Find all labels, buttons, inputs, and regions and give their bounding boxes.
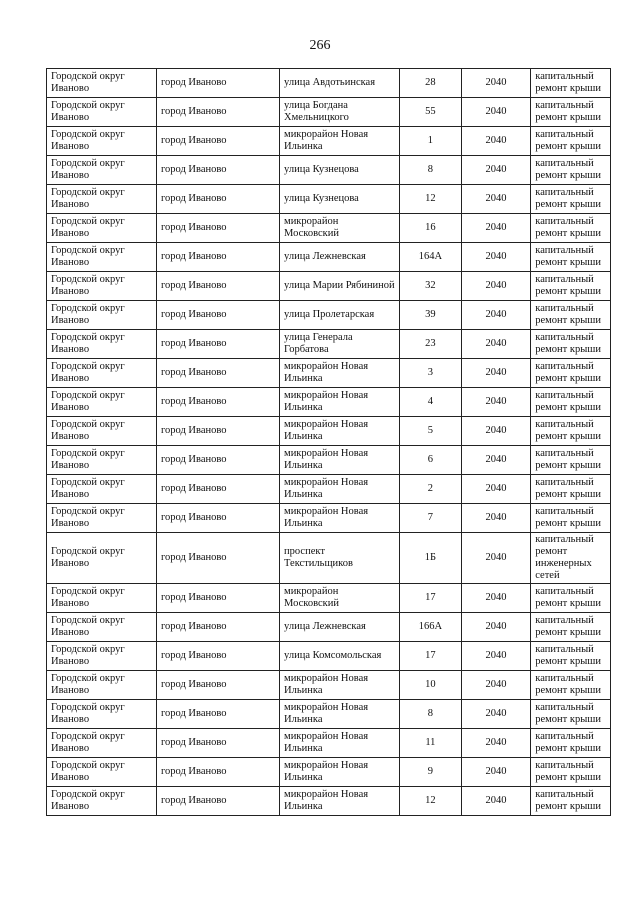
table-row bbox=[47, 272, 611, 301]
work-type-cell: капитальный ремонт инженерных сетей bbox=[531, 533, 611, 584]
city-cell: город Иваново bbox=[156, 301, 279, 330]
house-number-cell: 6 bbox=[400, 446, 462, 475]
table-row bbox=[47, 613, 611, 642]
table-row bbox=[47, 671, 611, 700]
year-cell: 2040 bbox=[461, 446, 531, 475]
street-cell: микрорайон Московский bbox=[280, 214, 400, 243]
work-type-cell: капитальный ремонт крыши bbox=[531, 758, 611, 787]
street-cell: микрорайон Новая Ильинка bbox=[280, 417, 400, 446]
year-cell: 2040 bbox=[461, 214, 531, 243]
city-cell: город Иваново bbox=[156, 584, 279, 613]
district-cell: Городской округ Иваново bbox=[47, 504, 157, 533]
table-row bbox=[47, 214, 611, 243]
street-cell: микрорайон Новая Ильинка bbox=[280, 758, 400, 787]
street-cell: микрорайон Новая Ильинка bbox=[280, 446, 400, 475]
house-number-cell: 2 bbox=[400, 475, 462, 504]
work-type-cell: капитальный ремонт крыши bbox=[531, 272, 611, 301]
district-cell: Городской округ Иваново bbox=[47, 272, 157, 301]
year-cell: 2040 bbox=[461, 533, 531, 584]
house-number-cell: 23 bbox=[400, 330, 462, 359]
table-row bbox=[47, 417, 611, 446]
city-cell: город Иваново bbox=[156, 98, 279, 127]
street-cell: микрорайон Новая Ильинка bbox=[280, 388, 400, 417]
street-cell: микрорайон Новая Ильинка bbox=[280, 671, 400, 700]
house-number-cell: 55 bbox=[400, 98, 462, 127]
year-cell: 2040 bbox=[461, 584, 531, 613]
year-cell: 2040 bbox=[461, 613, 531, 642]
year-cell: 2040 bbox=[461, 272, 531, 301]
street-cell: улица Авдотьинская bbox=[280, 69, 400, 98]
district-cell: Городской округ Иваново bbox=[47, 388, 157, 417]
city-cell: город Иваново bbox=[156, 417, 279, 446]
city-cell: город Иваново bbox=[156, 613, 279, 642]
street-cell: микрорайон Новая Ильинка bbox=[280, 475, 400, 504]
house-number-cell: 28 bbox=[400, 69, 462, 98]
city-cell: город Иваново bbox=[156, 787, 279, 816]
work-type-cell: капитальный ремонт крыши bbox=[531, 613, 611, 642]
district-cell: Городской округ Иваново bbox=[47, 533, 157, 584]
house-number-cell: 1Б bbox=[400, 533, 462, 584]
year-cell: 2040 bbox=[461, 243, 531, 272]
street-cell: микрорайон Новая Ильинка bbox=[280, 127, 400, 156]
city-cell: город Иваново bbox=[156, 758, 279, 787]
year-cell: 2040 bbox=[461, 330, 531, 359]
district-cell: Городской округ Иваново bbox=[47, 787, 157, 816]
table-row bbox=[47, 185, 611, 214]
district-cell: Городской округ Иваново bbox=[47, 214, 157, 243]
district-cell: Городской округ Иваново bbox=[47, 301, 157, 330]
street-cell: улица Кузнецова bbox=[280, 156, 400, 185]
district-cell: Городской округ Иваново bbox=[47, 127, 157, 156]
city-cell: город Иваново bbox=[156, 359, 279, 388]
house-number-cell: 4 bbox=[400, 388, 462, 417]
year-cell: 2040 bbox=[461, 504, 531, 533]
work-type-cell: капитальный ремонт крыши bbox=[531, 475, 611, 504]
street-cell: микрорайон Новая Ильинка bbox=[280, 787, 400, 816]
table-row bbox=[47, 504, 611, 533]
work-type-cell: капитальный ремонт крыши bbox=[531, 243, 611, 272]
street-cell: проспект Текстильщиков bbox=[280, 533, 400, 584]
house-number-cell: 166А bbox=[400, 613, 462, 642]
table-row bbox=[47, 330, 611, 359]
work-type-cell: капитальный ремонт крыши bbox=[531, 69, 611, 98]
table-row bbox=[47, 642, 611, 671]
district-cell: Городской округ Иваново bbox=[47, 417, 157, 446]
house-number-cell: 10 bbox=[400, 671, 462, 700]
year-cell: 2040 bbox=[461, 301, 531, 330]
house-number-cell: 32 bbox=[400, 272, 462, 301]
work-type-cell: капитальный ремонт крыши bbox=[531, 301, 611, 330]
street-cell: микрорайон Новая Ильинка bbox=[280, 504, 400, 533]
city-cell: город Иваново bbox=[156, 446, 279, 475]
year-cell: 2040 bbox=[461, 642, 531, 671]
street-cell: улица Кузнецова bbox=[280, 185, 400, 214]
house-number-cell: 16 bbox=[400, 214, 462, 243]
house-number-cell: 12 bbox=[400, 787, 462, 816]
city-cell: город Иваново bbox=[156, 69, 279, 98]
city-cell: город Иваново bbox=[156, 156, 279, 185]
work-type-cell: капитальный ремонт крыши bbox=[531, 642, 611, 671]
table-row bbox=[47, 787, 611, 816]
street-cell: микрорайон Новая Ильинка bbox=[280, 359, 400, 388]
year-cell: 2040 bbox=[461, 127, 531, 156]
house-number-cell: 39 bbox=[400, 301, 462, 330]
city-cell: город Иваново bbox=[156, 700, 279, 729]
house-number-cell: 3 bbox=[400, 359, 462, 388]
house-number-cell: 8 bbox=[400, 156, 462, 185]
house-number-cell: 12 bbox=[400, 185, 462, 214]
city-cell: город Иваново bbox=[156, 729, 279, 758]
city-cell: город Иваново bbox=[156, 243, 279, 272]
year-cell: 2040 bbox=[461, 69, 531, 98]
table-row bbox=[47, 127, 611, 156]
year-cell: 2040 bbox=[461, 417, 531, 446]
street-cell: улица Лежневская bbox=[280, 243, 400, 272]
city-cell: город Иваново bbox=[156, 272, 279, 301]
table-row bbox=[47, 359, 611, 388]
district-cell: Городской округ Иваново bbox=[47, 98, 157, 127]
house-number-cell: 17 bbox=[400, 584, 462, 613]
work-type-cell: капитальный ремонт крыши bbox=[531, 787, 611, 816]
work-type-cell: капитальный ремонт крыши bbox=[531, 330, 611, 359]
city-cell: город Иваново bbox=[156, 185, 279, 214]
district-cell: Городской округ Иваново bbox=[47, 359, 157, 388]
street-cell: микрорайон Московский bbox=[280, 584, 400, 613]
street-cell: улица Лежневская bbox=[280, 613, 400, 642]
district-cell: Городской округ Иваново bbox=[47, 613, 157, 642]
city-cell: город Иваново bbox=[156, 214, 279, 243]
table-row bbox=[47, 301, 611, 330]
work-type-cell: капитальный ремонт крыши bbox=[531, 359, 611, 388]
work-type-cell: капитальный ремонт крыши bbox=[531, 417, 611, 446]
district-cell: Городской округ Иваново bbox=[47, 758, 157, 787]
house-number-cell: 7 bbox=[400, 504, 462, 533]
year-cell: 2040 bbox=[461, 388, 531, 417]
district-cell: Городской округ Иваново bbox=[47, 475, 157, 504]
year-cell: 2040 bbox=[461, 758, 531, 787]
district-cell: Городской округ Иваново bbox=[47, 700, 157, 729]
table-row bbox=[47, 156, 611, 185]
district-cell: Городской округ Иваново bbox=[47, 330, 157, 359]
district-cell: Городской округ Иваново bbox=[47, 446, 157, 475]
work-type-cell: капитальный ремонт крыши bbox=[531, 700, 611, 729]
street-cell: микрорайон Новая Ильинка bbox=[280, 700, 400, 729]
work-type-cell: капитальный ремонт крыши bbox=[531, 671, 611, 700]
year-cell: 2040 bbox=[461, 671, 531, 700]
work-type-cell: капитальный ремонт крыши bbox=[531, 98, 611, 127]
district-cell: Городской округ Иваново bbox=[47, 584, 157, 613]
city-cell: город Иваново bbox=[156, 475, 279, 504]
year-cell: 2040 bbox=[461, 729, 531, 758]
city-cell: город Иваново bbox=[156, 330, 279, 359]
table-row bbox=[47, 388, 611, 417]
street-cell: улица Пролетарская bbox=[280, 301, 400, 330]
work-type-cell: капитальный ремонт крыши bbox=[531, 214, 611, 243]
table-row bbox=[47, 758, 611, 787]
district-cell: Городской округ Иваново bbox=[47, 729, 157, 758]
district-cell: Городской округ Иваново bbox=[47, 156, 157, 185]
district-cell: Городской округ Иваново bbox=[47, 671, 157, 700]
work-type-cell: капитальный ремонт крыши bbox=[531, 388, 611, 417]
year-cell: 2040 bbox=[461, 359, 531, 388]
house-number-cell: 1 bbox=[400, 127, 462, 156]
work-type-cell: капитальный ремонт крыши bbox=[531, 504, 611, 533]
table-row bbox=[47, 533, 611, 584]
work-type-cell: капитальный ремонт крыши bbox=[531, 729, 611, 758]
page-number: 266 bbox=[309, 38, 331, 53]
work-type-cell: капитальный ремонт крыши bbox=[531, 185, 611, 214]
work-type-cell: капитальный ремонт крыши bbox=[531, 156, 611, 185]
year-cell: 2040 bbox=[461, 156, 531, 185]
house-number-cell: 9 bbox=[400, 758, 462, 787]
district-cell: Городской округ Иваново bbox=[47, 642, 157, 671]
house-number-cell: 11 bbox=[400, 729, 462, 758]
table-row bbox=[47, 69, 611, 98]
year-cell: 2040 bbox=[461, 185, 531, 214]
district-cell: Городской округ Иваново bbox=[47, 243, 157, 272]
house-number-cell: 17 bbox=[400, 642, 462, 671]
year-cell: 2040 bbox=[461, 700, 531, 729]
city-cell: город Иваново bbox=[156, 388, 279, 417]
work-type-cell: капитальный ремонт крыши bbox=[531, 127, 611, 156]
street-cell: улица Комсомольская bbox=[280, 642, 400, 671]
table-row bbox=[47, 700, 611, 729]
table-row bbox=[47, 584, 611, 613]
table-row bbox=[47, 729, 611, 758]
year-cell: 2040 bbox=[461, 475, 531, 504]
city-cell: город Иваново bbox=[156, 504, 279, 533]
district-cell: Городской округ Иваново bbox=[47, 69, 157, 98]
table-body bbox=[47, 69, 611, 816]
district-cell: Городской округ Иваново bbox=[47, 185, 157, 214]
street-cell: улица Богдана Хмельницкого bbox=[280, 98, 400, 127]
table-row bbox=[47, 98, 611, 127]
street-cell: микрорайон Новая Ильинка bbox=[280, 729, 400, 758]
work-type-cell: капитальный ремонт крыши bbox=[531, 584, 611, 613]
year-cell: 2040 bbox=[461, 787, 531, 816]
house-number-cell: 164А bbox=[400, 243, 462, 272]
city-cell: город Иваново bbox=[156, 671, 279, 700]
repair-schedule-table bbox=[46, 68, 611, 816]
street-cell: улица Генерала Горбатова bbox=[280, 330, 400, 359]
house-number-cell: 8 bbox=[400, 700, 462, 729]
city-cell: город Иваново bbox=[156, 642, 279, 671]
year-cell: 2040 bbox=[461, 98, 531, 127]
table-row bbox=[47, 475, 611, 504]
street-cell: улица Марии Рябининой bbox=[280, 272, 400, 301]
table-row bbox=[47, 243, 611, 272]
table-row bbox=[47, 446, 611, 475]
house-number-cell: 5 bbox=[400, 417, 462, 446]
city-cell: город Иваново bbox=[156, 533, 279, 584]
work-type-cell: капитальный ремонт крыши bbox=[531, 446, 611, 475]
city-cell: город Иваново bbox=[156, 127, 279, 156]
